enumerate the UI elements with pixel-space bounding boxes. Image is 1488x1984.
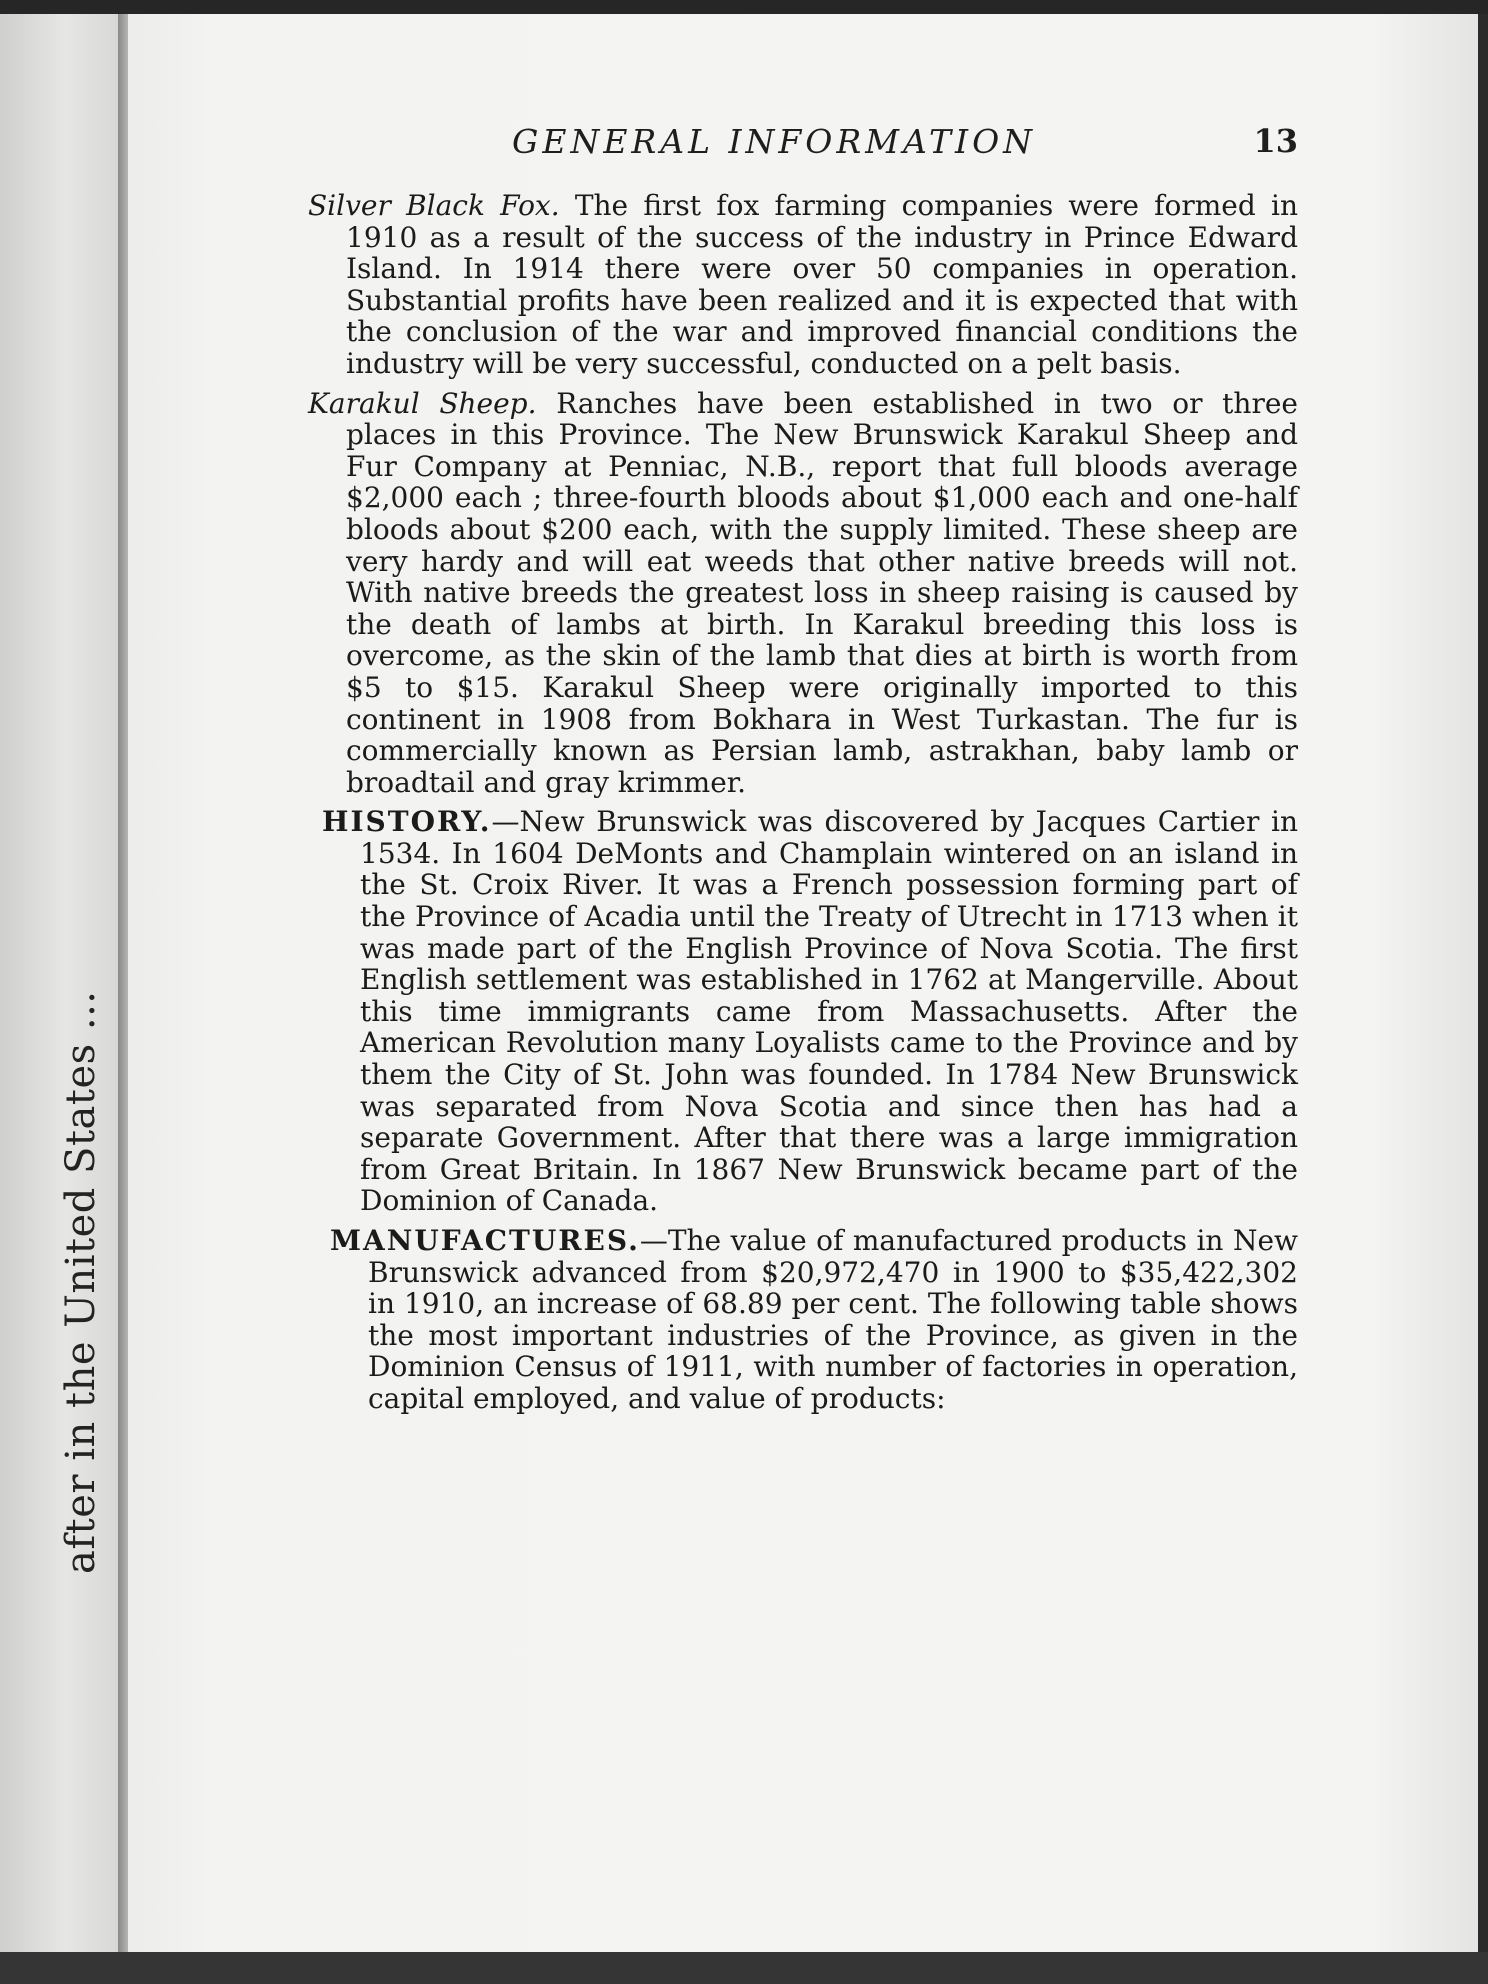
paragraph-heading: HISTORY. — [322, 805, 492, 839]
paragraph-history — [322, 806, 1298, 1217]
paragraph-body: —New Brunswick was discovered by Jacques Cartier in 1534. In 1604 DeMonts and Champlain wintered on an island in the St. Croix River. It was a French possession forming part of the Province of Acadia until the Treaty of Utrecht in 1713 when it was made part of the English Province of Nova Scotia. The first English settlement was established in 1762 at Mangerville. About this time immigrants came from Massachusetts. After the American Revolution many Loyalists came to the Province and by them the City of St. John was founded. In 1784 New Brunswick was separated from Nova Scotia and since then has had a separate Government. After that there was a large immigration from Great Britain. In 1867 New Brunswick became part of the Dominion of Canada. — [360, 805, 1298, 1218]
running-head — [372, 122, 1298, 166]
paragraph-body: The first fox farming companies were formed in 1910 as a result of the success of the industry in Prince Edward Island. In 1914 there were over 50 companies in operation. Substantial profits have been realized and it is expected that with the conclusion of the war and improved financial conditions the industry will be very successful, conducted on a pelt basis. — [346, 189, 1298, 380]
paragraph-heading: Silver Black Fox. — [308, 189, 560, 222]
page-number: 13 — [1253, 122, 1298, 160]
paragraph-silver-black-fox — [308, 190, 1298, 380]
running-head-title: GENERAL INFORMATION — [512, 122, 1036, 161]
body-text — [308, 190, 1298, 1423]
book-gutter — [118, 14, 128, 1974]
paragraph-body: Ranches have been established in two or three places in this Province. The New Brunswick Karakul Sheep and Fur Company at Penniac, N.B., report that full bloods average $2,000 each ; three-fourth bloods about $1,000 each and one-half bloods about $200 each, with the supply limited. These sheep are very hardy and will eat weeds that other native breeds will not. With native breeds the greatest loss in sheep raising is caused by the death of lambs at birth. In Karakul breeding this loss is overcome, as the skin of the lamb that dies at birth is worth from $5 to $15. Karakul Sheep were originally imported to this continent in 1908 from Bokhara in West Turkastan. The fur is commercially known as Persian lamb, astrakhan, baby lamb or broadtail and gray krimmer. — [346, 386, 1298, 799]
paragraph-heading: Karakul Sheep. — [308, 386, 537, 420]
scan-background-edge — [0, 0, 1488, 14]
paragraph-karakul-sheep — [308, 388, 1298, 799]
paragraph-heading: MANUFACTURES. — [330, 1224, 640, 1257]
paragraph-manufactures — [330, 1225, 1298, 1415]
facing-page-edge — [0, 14, 118, 1974]
paragraph-body: —The value of manufactured products in New Brunswick advanced from $20,972,470 in 1900 to $35,422,302 in 1910, an increase of 68.89 per cent. The following table shows the most important industries of the Province, as given in the Dominion Census of 1911, with number of factories in operation, capital employed, and value of products: — [368, 1224, 1298, 1415]
scan-background-bottom — [0, 1952, 1488, 1984]
facing-page-text: after in the United States ... — [58, 990, 104, 1574]
